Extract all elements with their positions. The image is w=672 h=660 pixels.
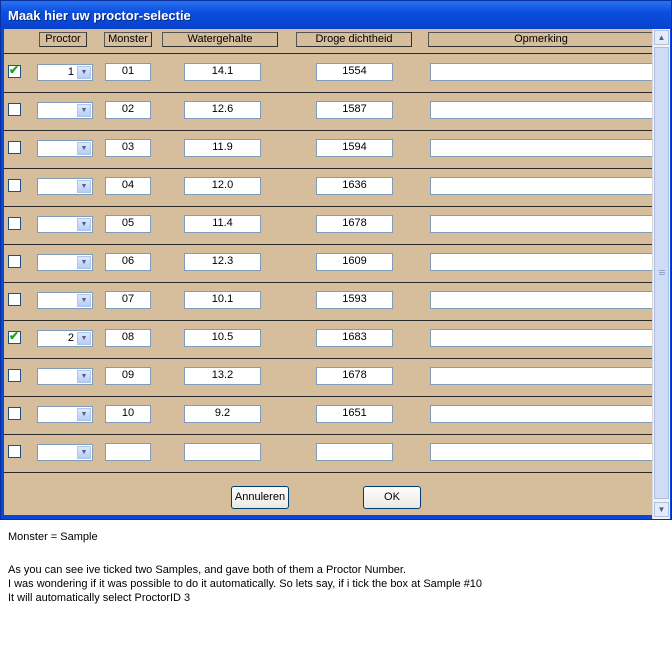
proctor-combobox[interactable] (37, 102, 93, 119)
select-checkbox[interactable] (8, 65, 21, 78)
select-checkbox[interactable] (8, 179, 21, 192)
opmerking-field[interactable] (430, 291, 652, 309)
watergehalte-field[interactable]: 11.4 (184, 215, 261, 233)
droge-dichtheid-field[interactable] (316, 443, 393, 461)
droge-dichtheid-field[interactable]: 1636 (316, 177, 393, 195)
proctor-combobox[interactable] (37, 368, 93, 385)
chevron-down-icon[interactable]: ▼ (77, 256, 91, 269)
check-icon: ✔ (9, 329, 20, 343)
ok-button[interactable]: OK (363, 486, 421, 509)
watergehalte-field[interactable]: 12.0 (184, 177, 261, 195)
proctor-combobox[interactable] (37, 140, 93, 157)
watergehalte-field[interactable] (184, 443, 261, 461)
select-checkbox[interactable] (8, 103, 21, 116)
grip-icon (659, 270, 665, 271)
monster-field[interactable]: 05 (105, 215, 151, 233)
proctor-combobox[interactable] (37, 216, 93, 233)
column-header-opmerking: Opmerking (428, 32, 652, 47)
scrollbar-thumb[interactable] (654, 47, 669, 499)
monster-field[interactable]: 04 (105, 177, 151, 195)
droge-dichtheid-field[interactable]: 1554 (316, 63, 393, 81)
monster-field[interactable]: 02 (105, 101, 151, 119)
chevron-down-icon[interactable]: ▼ (77, 332, 91, 345)
select-checkbox[interactable] (8, 407, 21, 420)
column-header-proctor: Proctor (39, 32, 87, 47)
monster-field[interactable]: 06 (105, 253, 151, 271)
sample-row (4, 321, 652, 359)
proctor-combobox[interactable] (37, 406, 93, 423)
note-line-4: It will automatically select ProctorID 3 (8, 592, 191, 604)
droge-dichtheid-field[interactable]: 1678 (316, 367, 393, 385)
chevron-down-icon[interactable]: ▼ (77, 142, 91, 155)
cancel-button[interactable]: Annuleren (231, 486, 289, 509)
opmerking-field[interactable] (430, 443, 652, 461)
note-line-3: I was wondering if it was possible to do it automatically. So lets say, if i tick the box at Sample #10 (8, 578, 483, 590)
proctor-combobox[interactable] (37, 64, 93, 81)
proctor-combobox[interactable] (37, 292, 93, 309)
form-area (4, 29, 652, 515)
sample-row (4, 131, 652, 169)
opmerking-field[interactable] (430, 101, 652, 119)
droge-dichtheid-field[interactable]: 1587 (316, 101, 393, 119)
proctor-combobox[interactable] (37, 178, 93, 195)
watergehalte-field[interactable]: 10.5 (184, 329, 261, 347)
proctor-combobox[interactable] (37, 254, 93, 271)
watergehalte-field[interactable]: 10.1 (184, 291, 261, 309)
droge-dichtheid-field[interactable]: 1651 (316, 405, 393, 423)
watergehalte-field[interactable]: 9.2 (184, 405, 261, 423)
monster-field[interactable]: 01 (105, 63, 151, 81)
select-checkbox[interactable] (8, 293, 21, 306)
droge-dichtheid-field[interactable]: 1594 (316, 139, 393, 157)
window-title: Maak hier uw proctor-selectie (8, 8, 191, 23)
note-line-1: Monster = Sample (8, 531, 98, 543)
opmerking-field[interactable] (430, 215, 652, 233)
monster-field[interactable]: 03 (105, 139, 151, 157)
droge-dichtheid-field[interactable]: 1678 (316, 215, 393, 233)
opmerking-field[interactable] (430, 367, 652, 385)
header-divider (4, 53, 652, 54)
proctor-combobox[interactable] (37, 330, 93, 347)
select-checkbox[interactable] (8, 445, 21, 458)
watergehalte-field[interactable]: 11.9 (184, 139, 261, 157)
chevron-down-icon[interactable]: ▼ (77, 446, 91, 459)
title-bar[interactable] (1, 1, 671, 29)
monster-field[interactable]: 09 (105, 367, 151, 385)
chevron-down-icon[interactable]: ▼ (77, 180, 91, 193)
chevron-down-icon[interactable]: ▼ (77, 294, 91, 307)
proctor-value: 1 (67, 66, 74, 78)
opmerking-field[interactable] (430, 253, 652, 271)
sample-row (4, 93, 652, 131)
opmerking-field[interactable] (430, 139, 652, 157)
sample-row (4, 435, 652, 473)
select-checkbox[interactable] (8, 255, 21, 268)
opmerking-field[interactable] (430, 329, 652, 347)
sample-row (4, 283, 652, 321)
sample-row (4, 359, 652, 397)
vertical-scrollbar[interactable] (652, 29, 670, 519)
column-header-droge-dichtheid: Droge dichtheid (296, 32, 412, 47)
watergehalte-field[interactable]: 12.3 (184, 253, 261, 271)
column-header-monster: Monster (104, 32, 152, 47)
chevron-down-icon[interactable]: ▼ (77, 104, 91, 117)
proctor-combobox[interactable] (37, 444, 93, 461)
monster-field[interactable] (105, 443, 151, 461)
droge-dichtheid-field[interactable]: 1683 (316, 329, 393, 347)
monster-field[interactable]: 10 (105, 405, 151, 423)
chevron-down-icon[interactable]: ▼ (77, 66, 91, 79)
watergehalte-field[interactable]: 12.6 (184, 101, 261, 119)
sample-row (4, 397, 652, 435)
select-checkbox[interactable] (8, 217, 21, 230)
droge-dichtheid-field[interactable]: 1593 (316, 291, 393, 309)
chevron-down-icon[interactable]: ▼ (77, 408, 91, 421)
column-header-watergehalte: Watergehalte (162, 32, 278, 47)
opmerking-field[interactable] (430, 63, 652, 81)
watergehalte-field[interactable]: 14.1 (184, 63, 261, 81)
droge-dichtheid-field[interactable]: 1609 (316, 253, 393, 271)
select-checkbox[interactable] (8, 369, 21, 382)
note-line-2: As you can see ive ticked two Samples, and gave both of them a Proctor Number. (8, 564, 407, 576)
opmerking-field[interactable] (430, 177, 652, 195)
monster-field[interactable]: 08 (105, 329, 151, 347)
sample-row (4, 55, 652, 93)
chevron-down-icon[interactable]: ▼ (77, 370, 91, 383)
watergehalte-field[interactable]: 13.2 (184, 367, 261, 385)
arrow-up-icon[interactable]: ▲ (654, 30, 669, 45)
proctor-value: 2 (67, 332, 74, 344)
sample-row (4, 207, 652, 245)
select-checkbox[interactable] (8, 331, 21, 344)
monster-field[interactable]: 07 (105, 291, 151, 309)
check-icon: ✔ (9, 63, 20, 77)
sample-row (4, 245, 652, 283)
opmerking-field[interactable] (430, 405, 652, 423)
arrow-down-icon[interactable]: ▼ (654, 502, 669, 517)
chevron-down-icon[interactable]: ▼ (77, 218, 91, 231)
sample-row (4, 169, 652, 207)
select-checkbox[interactable] (8, 141, 21, 154)
